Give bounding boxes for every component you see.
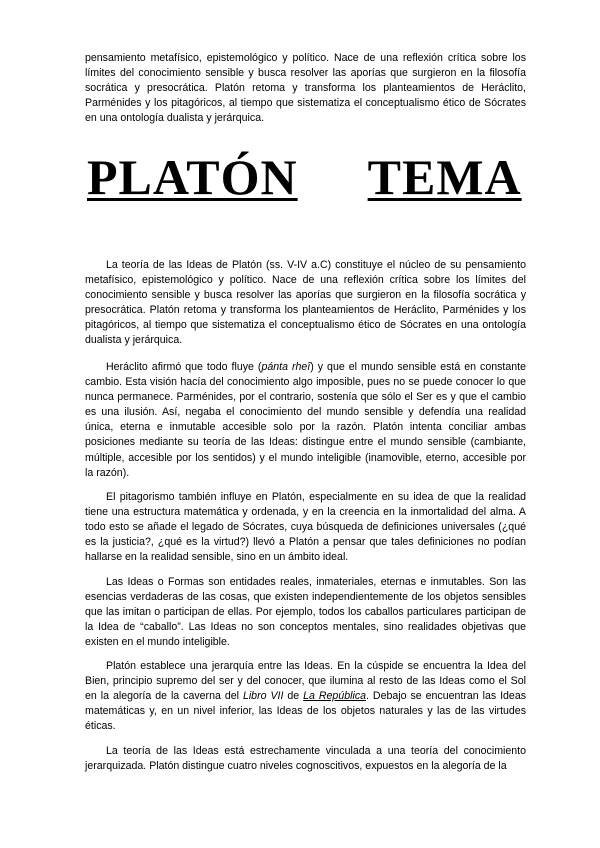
paragraph-4: Las Ideas o Formas son entidades reales, inmateriales, eternas e inmutables. Son las esencias verdaderas de las cosas, que existen independientemente de los objetos sensibles que las imitan o participan de ellas. Por ejemplo, todos los caballos particulares participan de la Idea de “caballo”. Las Ideas no son conceptos mentales, sino realidades objetivas que existen en el mundo inteligible. — [85, 576, 526, 649]
paragraph-2-text-c: ) y que el mundo sensible está en constante cambio. Esta visión hacía del conocimiento algo imposible, pues no se puede conocer lo que nunca permanece. Parménides, por el contrario, sostenía que sólo el Ser es y que el cambio es una ilusión. Así, negaba el conocimiento del mundo sensible y defendía una realidad única, eterna e inmutable accesible solo por la razón. Platón intenta conciliar ambas posiciones mediante su teoría de las Ideas: distingue entre el mundo sensible (cambiante, múltiple, accesible por los sentidos) y el mundo inteligible (inamovible, eterno, accesible por la razón). — [85, 361, 526, 479]
intro-paragraph: pensamiento metafísico, epistemológico y político. Nace de una reflexión crítica sobre los límites del conocimiento sensible y busca resolver las aporías que surgieron en la filosofía socrática y presocrática. Platón retoma y transforma los planteamientos de Heráclito, Parménides y los pitagóricos, al tiempo que sistematiza el conceptualismo ético de Sócrates en una ontología dualista y jerárquica. — [85, 52, 526, 125]
paragraph-3: El pitagorismo también influye en Platón, especialmente en su idea de que la realidad tiene una estructura matemática y ordenada, y en la creencia en la inmortalidad del alma. A todo esto se añade el legado de Sócrates, cuya búsqueda de definiciones universales (¿qué es la justicia?, ¿qué es la virtud?) llevó a Platón a pensar que tales definiciones no podían hallarse en la realidad sensible, sino en un ámbito ideal. — [85, 491, 526, 564]
title-word-platon: PLATÓN — [87, 149, 298, 205]
book-title-libro-vii: Libro VII — [242, 690, 284, 703]
paragraph-5 — [85, 659, 526, 734]
paragraph-2-italic: pánta rheî — [261, 361, 311, 373]
paragraph-5-text-a: Platón establece una jerarquía entre las Ideas. En la cúspide se encuentra la Idea del Bien, principio supremo del ser y del conocer, que ilumina al resto de las Ideas como el Sol en la alegoría de la caverna del — [85, 660, 526, 703]
paragraph-5-text-e: . Debajo se encuentran las Ideas matemáticas y, en un nivel inferior, las Ideas de los objetos naturales y las de las virtudes éticas. — [85, 690, 527, 733]
paragraph-1: La teoría de las Ideas de Platón (ss. V-IV a.C) constituye el núcleo de su pensamiento metafísico, epistemológico y político. Nace de una reflexión crítica sobre los límites del conocimiento sensible y busca resolver las aporías que surgieron en la filosofía socrática y presocrática. Platón retoma y transforma los planteamientos de Heráclito, Parménides y los pitagóricos, al tiempo que sistematiza el conceptualismo ético de Sócrates en una ontología dualista y jerárquica. — [85, 259, 526, 347]
paragraph-2 — [85, 360, 526, 481]
paragraph-5-text-c: de — [283, 690, 304, 703]
paragraph-6: La teoría de las Ideas está estrechamente vinculada a una teoría del conocimiento jerarquizada. Platón distingue cuatro niveles cognoscitivos, expuestos en la alegoría de la — [85, 745, 526, 773]
page-title — [87, 148, 522, 206]
paragraph-2-text-a: Heráclito afirmó que todo fluye ( — [106, 361, 262, 373]
book-title-la-republica: La República — [303, 690, 367, 703]
title-word-tema: TEMA — [367, 149, 522, 205]
